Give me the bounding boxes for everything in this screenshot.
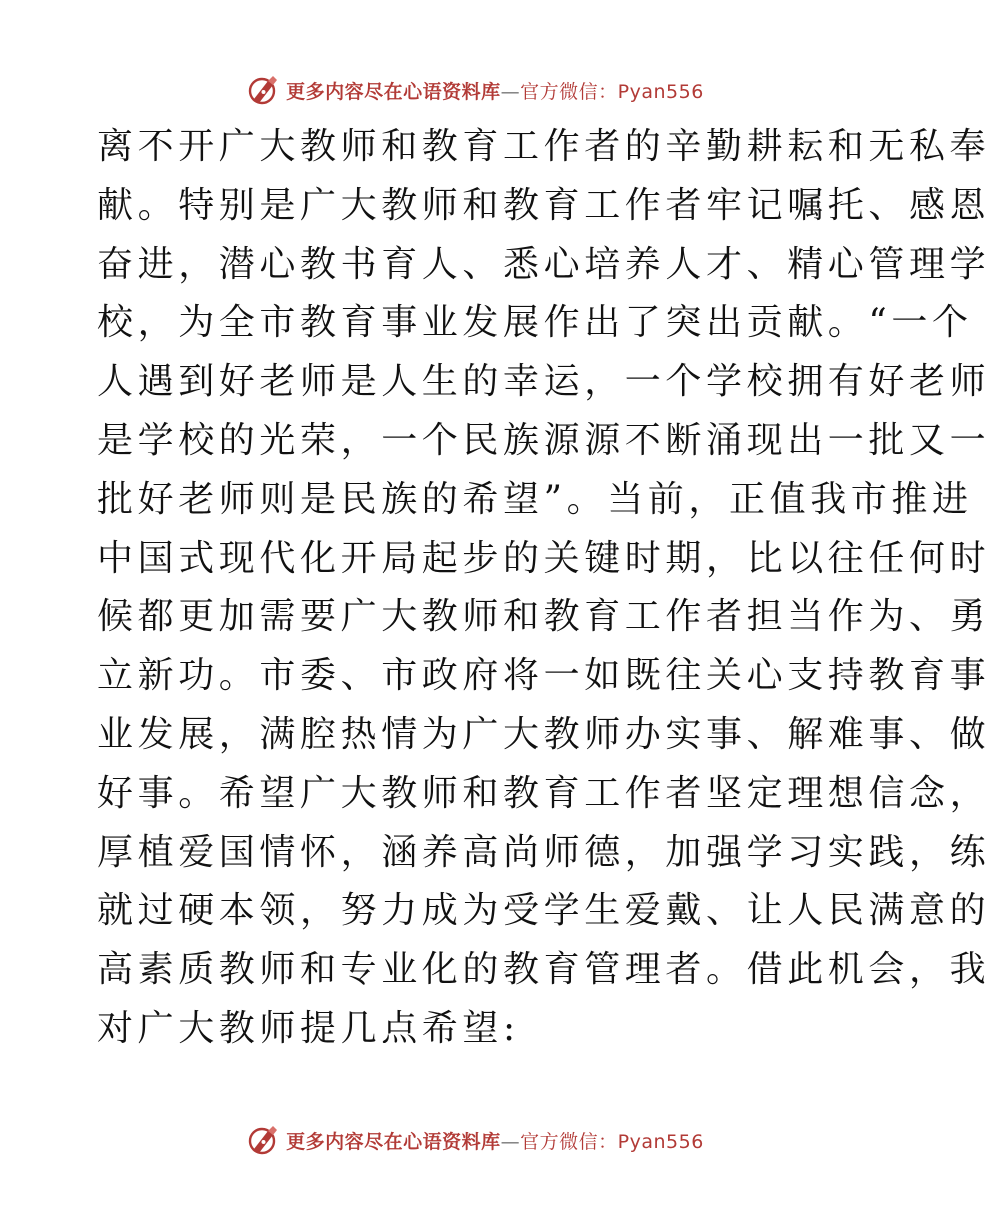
- body-line: 校，为全市教育事业发展作出了突出贡献。“一个: [97, 302, 973, 344]
- body-line: 就过硬本领，努力成为受学生爱戴、让人民满意的: [97, 890, 990, 932]
- body-line: 奋进，潜心教书育人、悉心培养人才、精心管理学: [97, 243, 990, 285]
- footer-banner-text: [286, 1127, 704, 1154]
- body-line: 立新功。市委、市政府将一如既往关心支持教育事: [97, 655, 990, 697]
- footer-watermark-banner: [0, 1120, 950, 1160]
- body-line: 业发展，满腔热情为广大教师办实事、解难事、做: [97, 713, 990, 755]
- pen-nib-logo-icon: [246, 73, 280, 107]
- body-line: 厚植爱国情怀，涵养高尚师德，加强学习实践，练: [97, 831, 990, 873]
- body-line: 献。特别是广大教师和教育工作者牢记嘱托、感恩: [97, 184, 990, 226]
- header-banner-wechat: 官方微信：Pyan556: [520, 80, 704, 103]
- body-line: 高素质教师和专业化的教育管理者。借此机会，我: [97, 949, 990, 991]
- pen-nib-logo-icon: [246, 1123, 280, 1157]
- body-line: 人遇到好老师是人生的幸运，一个学校拥有好老师: [97, 361, 990, 403]
- body-line: 对广大教师提几点希望:: [97, 1007, 520, 1049]
- header-banner-title: 更多内容尽在心语资料库: [286, 80, 501, 103]
- header-banner-text: [286, 77, 704, 104]
- body-line: 好事。希望广大教师和教育工作者坚定理想信念，: [97, 772, 990, 814]
- body-line: 候都更加需要广大教师和教育工作者担当作为、勇: [97, 596, 990, 638]
- footer-banner-wechat: 官方微信：Pyan556: [520, 1130, 704, 1153]
- body-line: 是学校的光荣，一个民族源源不断涌现出一批又一: [97, 419, 990, 461]
- header-banner-separator: —: [500, 80, 521, 103]
- document-body: [97, 118, 990, 1059]
- footer-banner-separator: —: [500, 1130, 521, 1153]
- footer-banner-title: 更多内容尽在心语资料库: [286, 1130, 501, 1153]
- body-line: 批好老师则是民族的希望”。当前，正值我市推进: [97, 478, 973, 520]
- body-line: 中国式现代化开局起步的关键时期，比以往任何时: [97, 537, 990, 579]
- body-line: 离不开广大教师和教育工作者的辛勤耕耘和无私奉: [97, 126, 990, 167]
- header-watermark-banner: [0, 70, 950, 110]
